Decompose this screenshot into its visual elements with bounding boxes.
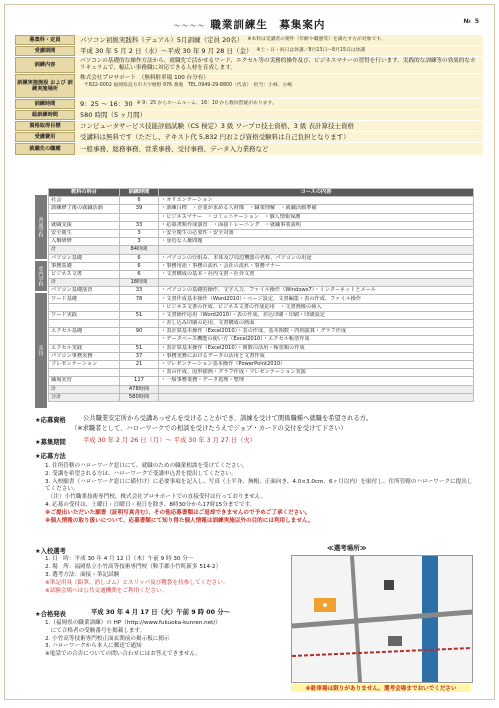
info-value-text: 9：25 〜 16：30 (80, 100, 133, 108)
info-value-text: 株式会社プロサポート （無料駐車場 100 台分有） (80, 75, 209, 81)
info-row (15, 74, 483, 98)
cell-content (159, 279, 474, 287)
cell-subject: ビジネス文書 (49, 270, 120, 278)
cell-subject: エクセル基礎 (49, 328, 120, 336)
table-row (49, 336, 474, 344)
info-row (15, 46, 483, 56)
cell-content: ・パソコンの基礎的操作、文字入力、ファイル操作（Windows7）・インターネットとメール (159, 287, 474, 295)
period-heading: ★募集期間 (35, 439, 66, 446)
cell-subject: ワード基礎 (49, 295, 120, 303)
cell-subject: 入橋研修 (49, 238, 120, 246)
info-value-text: 一般事務、総務事務、営業事務、受付事務、データ入力業務など (80, 145, 269, 153)
cell-hours: 3 (120, 229, 159, 237)
flyer-page (4, 4, 495, 700)
exam-item: 3. 選考方法：面接・筆記試験 (45, 571, 120, 578)
info-label: 就職先の職種 (15, 143, 75, 155)
cell-content (159, 385, 474, 393)
cell-content (159, 246, 474, 254)
info-row (15, 121, 483, 131)
cell-hours: 6 (120, 197, 159, 205)
cell-content: ・訓練目標 ・企業が求める人材像 ・職業理解 ・就職活動準備 (159, 205, 474, 213)
cell-hours: 18時間 (120, 279, 159, 287)
result-heading: ★合格発表 (35, 611, 66, 618)
cell-content: ・一般事務業務・データ処理・整理 (159, 377, 474, 385)
cell-content: ・表計算基本操作（Excel2010）・関数の活用・帳票類の作成 (159, 344, 474, 352)
cell-subject: 計 (49, 385, 120, 393)
info-value-text: コンピュータサービス技能評価試験（CS 検定）3 級 ワープロ技士資格、3 級 表計算技士資格 (80, 122, 354, 130)
cell-content: ・表計算基本操作（Excel2010）・表の作成、基本関数・四則演算・グラフ作成 (159, 328, 474, 336)
result-datetime: 平成 30 年 4 月 17 日（火）午前 9 時 00 分〜 (91, 609, 230, 616)
cell-hours: 6 (120, 254, 159, 262)
cell-hours: 580時間 (120, 393, 159, 401)
info-value-note: ※ 9：25 からホームルーム、16：10 から数回質疑があります。 (136, 101, 277, 106)
cell-subject: 合計 (49, 393, 120, 401)
table-row (49, 377, 474, 385)
cell-hours (120, 369, 159, 377)
info-value-text: パソコン初級実践科（デュアル）5月訓練（定員 20名） (80, 36, 244, 44)
cell-content: ・文書作成基本操作（Word2010）・ページ設定、文書編集・表の作成、ファイル操作 (159, 295, 474, 303)
cell-hours (120, 320, 159, 328)
info-value (75, 132, 483, 142)
cell-hours (120, 303, 159, 311)
info-row (15, 143, 483, 155)
cell-subject (49, 369, 120, 377)
method-item: 2. 受講を希望される方は、ハローワークで受講申込書を提出してください。 (45, 470, 237, 477)
method-item: 1. 住所管轄のハローワーク窓口にて、就職のための職業相談を受けてください。 (45, 463, 248, 469)
info-row (15, 132, 483, 142)
exam-item: 2. 場 所：福岡県立小竹高等技術専門校（鞍手郡小竹町新多 514-2） (45, 563, 222, 570)
info-value (75, 74, 483, 98)
category-general: 普通学科 (35, 195, 47, 259)
cell-content: ・ビジネス文書の作成、ビジネス文書の作成応用 ・文書画像の挿入 (159, 303, 474, 311)
result-item: 1.（福岡県の職業訓練）の HP（http://www.fukuoka-kunren.net/） (45, 620, 221, 626)
category-practical: 実技 (35, 293, 47, 408)
exam-item: 1. 日 時：平成 30 年 4 月 12 日（木）午前 9 時 30 分〜 (45, 556, 194, 562)
table-row (49, 352, 474, 360)
cell-content: ・データベース機能の使い方（Excel2010）・エクセル帳票作成 (159, 336, 474, 344)
info-row (15, 35, 483, 45)
exam-note-transport: ※試験会場へは公共交通機関をご利用ください。 (45, 588, 168, 594)
cell-content (159, 393, 474, 401)
table-row (49, 254, 474, 262)
table-row (49, 197, 474, 205)
cell-subject: エクセル実践 (49, 344, 120, 352)
col-hours: 訓練時間 (120, 189, 159, 197)
table-row (49, 328, 474, 336)
info-label: 受講期間 (15, 46, 75, 56)
table-row (49, 287, 474, 295)
cell-subject: 社会 (49, 197, 120, 205)
col-subject: 教科の科目 (49, 189, 120, 197)
cell-hours: 3 (120, 238, 159, 246)
method-heading: ★応募方法 (35, 453, 66, 460)
info-label: 募集科・定員 (15, 35, 75, 45)
cell-hours: 33 (120, 221, 159, 229)
result-item: ※電話での合否についての問い合わせにはお答えできません。 (45, 651, 201, 658)
info-row (15, 57, 483, 73)
cell-subject: 職場実習 (49, 377, 120, 385)
table-row (49, 279, 474, 287)
cell-subject (49, 303, 120, 311)
page-number: № 5 (463, 18, 480, 25)
info-value-note: ※土・日・祝日は休講／8月13日〜8月15日は休講 (256, 48, 366, 53)
info-row (15, 110, 483, 120)
info-value-text: 平成 30 年 5 月 2 日（水）〜平成 30 年 9 月 28 日（金） (80, 47, 253, 55)
table-row (49, 205, 474, 213)
table-row (49, 320, 474, 328)
map-title: ≪選考場所≫ (327, 544, 367, 552)
cell-subject: ワード実践 (49, 311, 120, 319)
cell-hours: 6 (120, 262, 159, 270)
info-label: 訓練内容 (15, 57, 75, 73)
cell-hours: 6 (120, 270, 159, 278)
cell-content: ・表の作成、図形描画・グラフ作成・プレゼンテーション実演 (159, 369, 474, 377)
info-label: 訓練実施施設 および 訓練実施場所 (15, 74, 75, 98)
cell-content: ・パソコンの仕組み、本体及び周辺機器の名称、パソコンの用途 (159, 254, 474, 262)
period-text: 平成 30 年 2 月 26 日（月）〜 平成 30 年 3 月 27 日（火） (83, 437, 257, 444)
cell-content: ・文書構成の基本・社内文書・社外文書 (159, 270, 474, 278)
info-value-note: 〒822-0002 福岡県直方市大字頓野 976 番地 TEL 0949-29-8800（代表） 担当：小林、小嶋 (84, 83, 293, 88)
info-label: 資格取得目標 (15, 121, 75, 131)
map-note: ※駐車場は限りがありません。選考会場までおいでください (291, 684, 471, 692)
exam-note: ※筆記用具（鉛筆、消しゴム）とスリッパ及び靴袋を持参してください。 (45, 580, 229, 586)
info-value (75, 46, 483, 56)
info-value-note: ※本科は受講者の要件（年齢や職歴等）を満たす方が対象です。 (247, 37, 386, 42)
qualification-heading: ★応募資格 (35, 417, 66, 424)
table-row (49, 270, 474, 278)
cell-subject: パソコン基礎 (49, 254, 120, 262)
exam-list (45, 556, 285, 579)
table-row (49, 393, 474, 401)
qualification-note: （※求職者として、ハローワークでの相談を受けたうえでジョブ・カードの交付を受けて下さい） (71, 425, 347, 432)
result-item: 2. 小竹高等技術専門校正面玄関前の掲示板に掲示 (45, 635, 170, 642)
warning-return: ※ご提出いただいた願書（証明写真含む）、その他応募書類はご返却できませんので予めご了承ください。 (45, 510, 311, 516)
info-label: 総訓練時間 (15, 110, 75, 120)
cell-content: ・事務実務におけるデータの活用と文書作成 (159, 352, 474, 360)
method-list (45, 463, 475, 510)
cell-subject: パソコン事務実務 (49, 352, 120, 360)
cell-subject: 就職支援 (49, 221, 120, 229)
info-value (75, 110, 483, 120)
info-value-text: 580 時間（5 ヶ月間） (80, 111, 147, 119)
method-item: （注）小竹職業技術専門校、株式会社プロサポートでの直接受付は行っておりません。 (45, 494, 267, 501)
info-value (75, 35, 483, 45)
cell-subject: 計 (49, 279, 120, 287)
info-value (75, 121, 483, 131)
cell-subject: 安全衛生 (49, 229, 120, 237)
info-value (75, 143, 483, 155)
cell-hours: 21 (120, 360, 159, 368)
info-value-text: 受講料は無料です（ただし、テキスト代 5,832 円および資格受験料は自己負担となります） (80, 133, 350, 141)
table-row (49, 221, 474, 229)
cell-content: ・応募書類作成演習 ・面接トレーニング ・就職事業説明 (159, 221, 474, 229)
cell-content: ・安全衛生の必要性・安全対策 (159, 229, 474, 237)
cell-hours: 39 (120, 205, 159, 213)
cell-hours: 51 (120, 344, 159, 352)
cell-hours (120, 336, 159, 344)
cell-hours: 51 (120, 311, 159, 319)
river-icon (422, 556, 438, 682)
info-value-text: パソコンの基礎的な操作方法から、就職先で活かせるワード、エクセル等の実務的操作及び、ビジネスマナーの習得を行います。実践的な訓練等の効果的なカリキュラムで、幅広い事務職に対応できる人材を育成します。 (80, 58, 476, 71)
info-value (75, 99, 483, 109)
cell-hours: 37 (120, 352, 159, 360)
table-row (49, 344, 474, 352)
cell-subject (49, 336, 120, 344)
cell-hours: 90 (120, 328, 159, 336)
cell-content: ・差し込み印刷の応用、文書構成の画面 (159, 320, 474, 328)
page-title (5, 17, 494, 32)
cell-subject: 計 (49, 246, 120, 254)
info-label: 受講費用 (15, 132, 75, 142)
cell-hours: 84時間 (120, 246, 159, 254)
map-drawing (292, 556, 472, 682)
info-label: 訓練時間 (15, 99, 75, 109)
cell-content: ・事務用語・事務の流れ・会社の流れ・事務マナー (159, 262, 474, 270)
info-row (15, 99, 483, 109)
result-item: にて合格者の受験番号を掲載します。 (45, 627, 146, 634)
cell-subject: 訓練修了後の就職活動 (49, 205, 120, 213)
info-value (75, 57, 483, 73)
cell-subject (49, 213, 120, 221)
cell-content: ・プレゼンテーション基本操作（PowerPoint2010） (159, 360, 474, 368)
title-decoration: 〜〜〜〜 (173, 22, 206, 30)
table-row (49, 311, 474, 319)
category-specialized: 専門学科 (35, 261, 47, 291)
cell-hours: 478時間 (120, 385, 159, 393)
result-item: 3. ハローワークから本人に郵送で通知 (45, 643, 142, 650)
table-row (49, 303, 474, 311)
cell-subject: パソコン基礎演習 (49, 287, 120, 295)
cell-hours (120, 213, 159, 221)
table-row (49, 385, 474, 393)
cell-hours: 117 (120, 377, 159, 385)
cell-subject (49, 320, 120, 328)
table-row (49, 238, 474, 246)
table-row (49, 369, 474, 377)
title-text: 職業訓練生 募集案内 (210, 19, 326, 31)
cell-subject: 事務基礎 (49, 262, 120, 270)
table-row (49, 213, 474, 221)
method-item: 3. 入校願書（ハローワーク窓口に備付け）に必要事項を記入し、写真（上半身、無帽、正面向き、4.0×3.0cm、6ヶ月以内）を貼付し、住所管轄のハローワークに提出してください。 (45, 478, 473, 493)
table-row (49, 229, 474, 237)
cell-content: ・オリエンテーション (159, 197, 474, 205)
table-row (49, 295, 474, 303)
col-content: コースの内容 (159, 189, 474, 197)
exam-heading: ★入校選考 (35, 548, 66, 555)
warning-privacy: ※個人情報の取り扱いについて、応募書類にて知り得た個人情報は訓練実施以外の目的には利用しません。 (45, 518, 314, 524)
cell-content: ・文書操作応用（Word2010）・表の作成、差込印刷・印刷・印刷設定 (159, 311, 474, 319)
result-list (45, 620, 285, 659)
cell-content: ・ビジネスマナー ・コミュニケーション ・個人情報保護 (159, 213, 474, 221)
qualification-text: 公共職業安定所から受講あっせんを受けることができ、訓練を受けて関係職種へ就職を希望される方。 (83, 415, 373, 422)
cell-content: ・身近な人権問題 (159, 238, 474, 246)
table-row (49, 360, 474, 368)
table-row (49, 246, 474, 254)
method-item: 4. 応募の受付は、土曜日・日曜日・祝日を除き、8時30分から17時15分までです。 (45, 501, 256, 508)
location-map (291, 555, 473, 683)
cell-hours: 33 (120, 287, 159, 295)
course-info-table (15, 35, 483, 156)
table-row (49, 262, 474, 270)
cell-hours: 78 (120, 295, 159, 303)
cell-subject: プレゼンテーション (49, 360, 120, 368)
curriculum-table (48, 188, 474, 402)
